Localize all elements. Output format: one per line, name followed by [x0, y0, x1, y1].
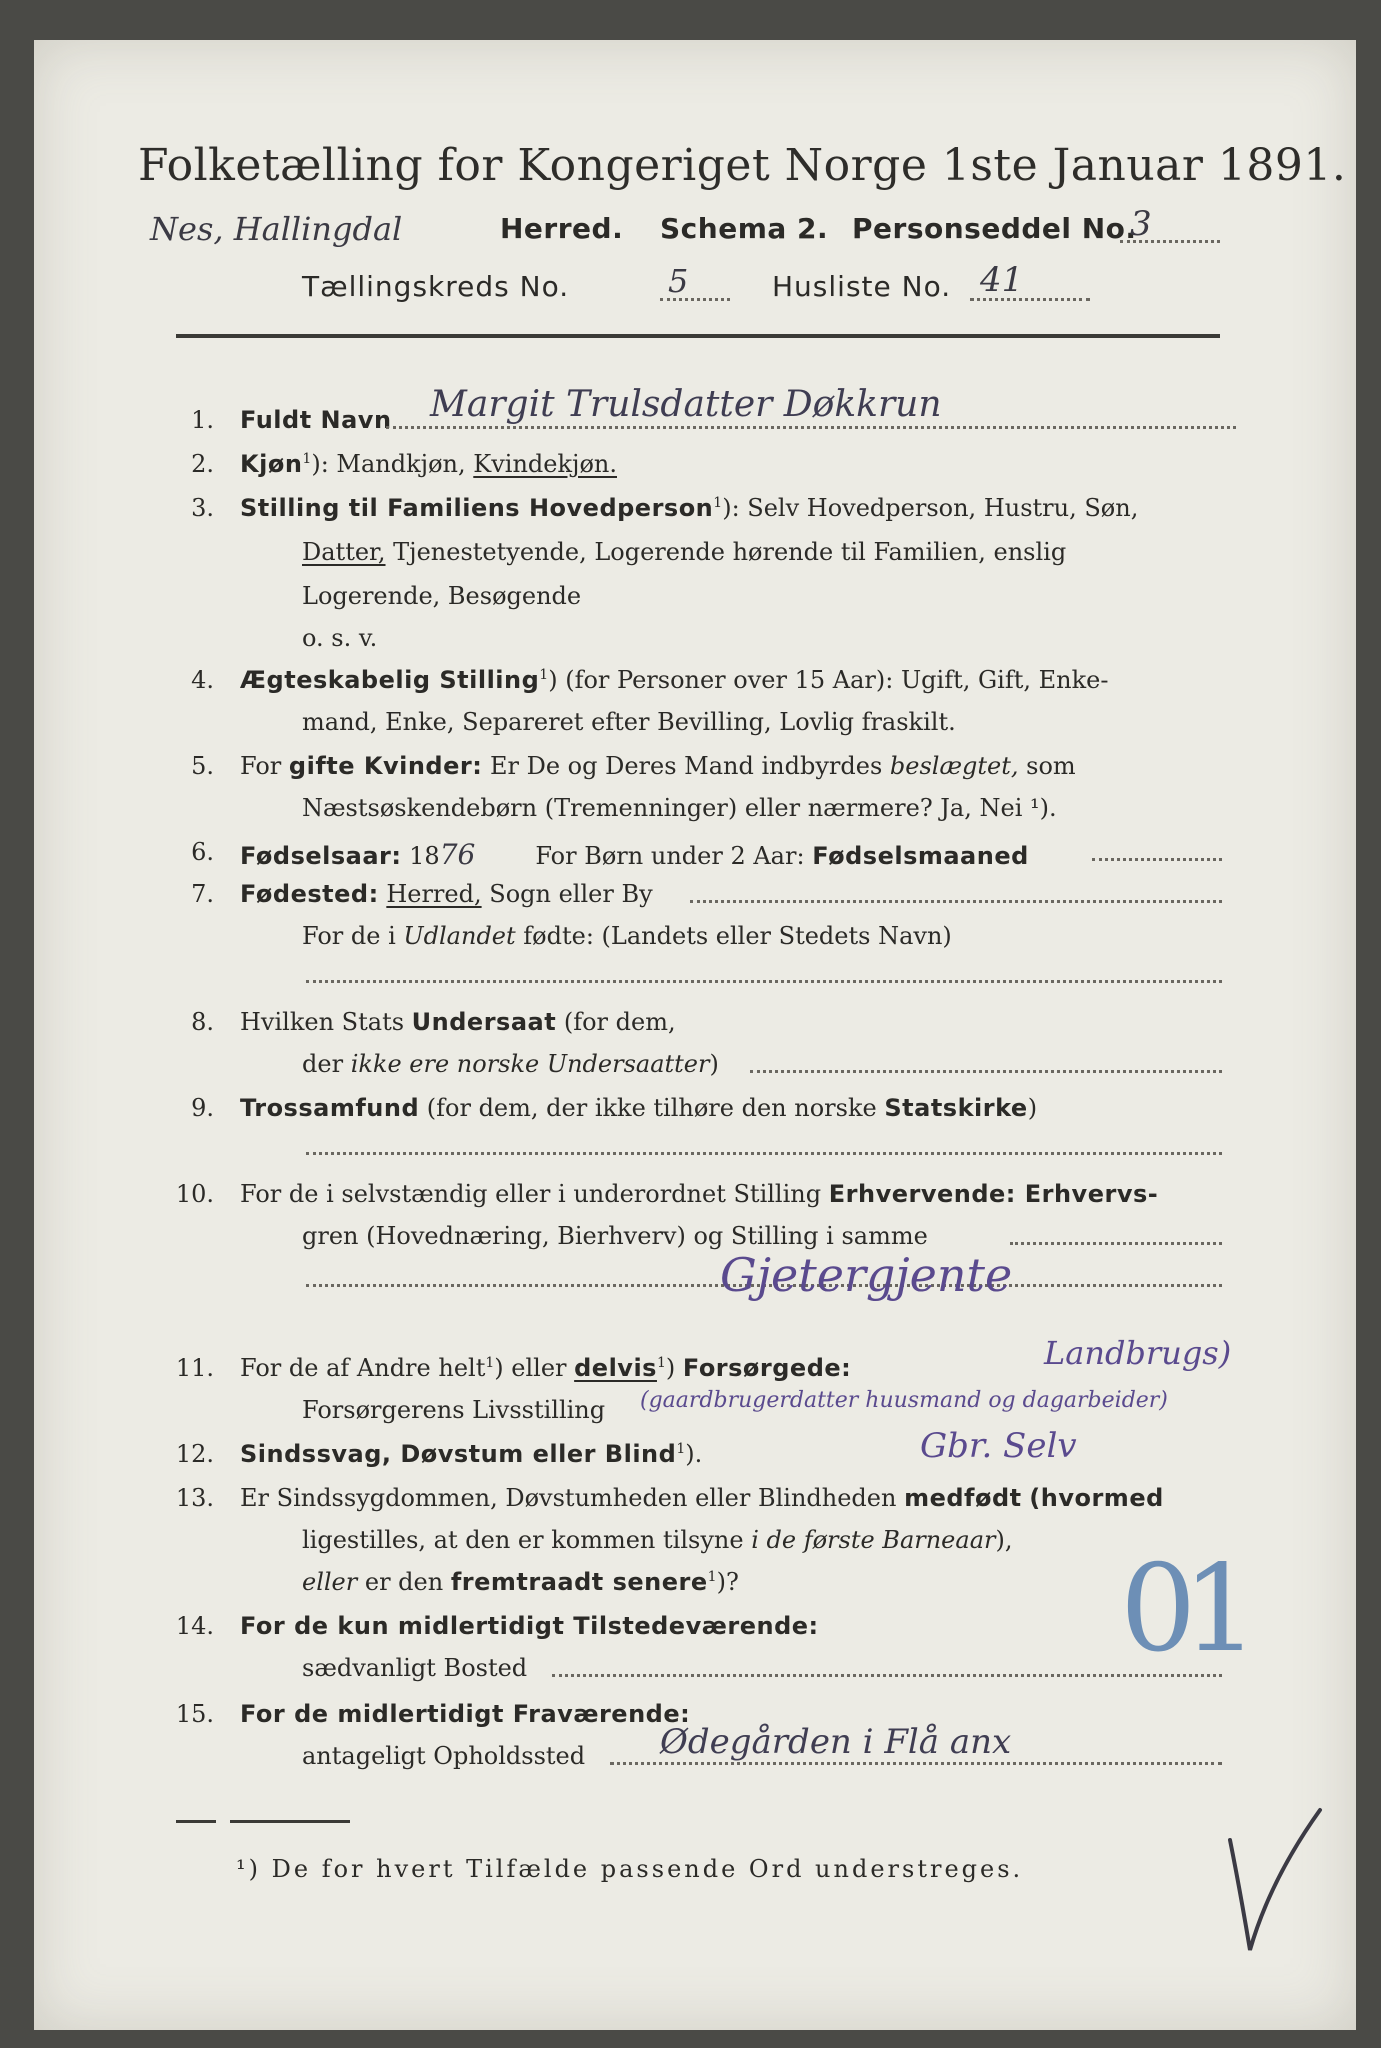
field-10-value: Gjetergjente	[720, 1248, 1013, 1302]
field-4-number: 4.	[191, 666, 214, 694]
field-6-line: Fødselsaar: 1876 For Børn under 2 Aar: Fødselsmaaned	[240, 838, 1029, 871]
field-5-line2: Næstsøskendebørn (Tremenninger) eller nærmere? Ja, Nei ¹).	[302, 794, 1057, 822]
field-11-value-1: Landbrugs)	[1044, 1334, 1232, 1372]
field-15-line2: antageligt Opholdssted	[302, 1742, 586, 1770]
form-title: Folketælling for Kongeriget Norge 1ste Januar 1891.	[138, 140, 1347, 191]
field-8-line2: der ikke ere norske Undersaatter)	[302, 1050, 719, 1078]
field-8-line1: Hvilken Stats Undersaat (for dem,	[240, 1008, 676, 1036]
personseddel-value: 3	[1130, 204, 1152, 244]
krets-dotline	[660, 298, 730, 301]
field-14-line2: sædvanligt Bosted	[302, 1654, 528, 1682]
field-10-line1: For de i selvstændig eller i underordnet Stilling Erhvervende: Erhvervs-	[240, 1180, 1159, 1208]
field-15-dotline	[610, 1762, 1222, 1765]
field-7-dotline-2	[306, 980, 1222, 983]
field-10-line2: gren (Hovednæring, Bierhverv) og Stilling i samme	[302, 1222, 928, 1250]
header-rule	[176, 334, 1220, 338]
field-15-number: 15.	[175, 1700, 214, 1728]
field-14-mark: 01	[1120, 1540, 1245, 1679]
field-10-number: 10.	[175, 1180, 214, 1208]
footnote-rule-2	[230, 1820, 350, 1823]
field-11-line2: Forsørgerens Livsstilling	[302, 1396, 606, 1424]
field-7-number: 7.	[191, 880, 214, 908]
husliste-value: 41	[980, 260, 1024, 300]
krets-value: 5	[668, 262, 689, 300]
field-5-number: 5.	[191, 752, 214, 780]
field-3-line1: Stilling til Familiens Hovedperson$^1$): Selv Hovedperson, Hustru, Søn,	[240, 494, 1139, 522]
field-1-label: Fuldt Navn	[240, 406, 392, 434]
field-3-number: 3.	[191, 494, 214, 522]
field-11-line1: For de af Andre helt$^1$) eller delvis$^1$) Forsørgede:	[240, 1354, 852, 1382]
field-15-label: For de midlertidigt Fraværende:	[240, 1700, 691, 1728]
field-1-dotline	[386, 426, 1236, 429]
field-12-line: Sindssvag, Døvstum eller Blind$^1$).	[240, 1440, 703, 1468]
footnote-rule-1	[176, 1820, 216, 1823]
personseddel-label: Personseddel No.	[852, 212, 1137, 245]
footnote: ¹) De for hvert Tilfælde passende Ord understreges.	[236, 1855, 1024, 1883]
field-1-value: Margit Trulsdatter Døkkrun	[430, 384, 942, 425]
field-11-value-2: (gaardbrugerdatter huusmand og dagarbeider)	[640, 1388, 1168, 1413]
field-12-number: 12.	[175, 1440, 214, 1468]
field-1-number: 1.	[191, 406, 214, 434]
field-15-value: Ødegården i Flå anx	[660, 1722, 1012, 1762]
field-9-dotline	[306, 1152, 1222, 1155]
field-6-number: 6.	[191, 838, 214, 866]
herred-value: Nes, Hallingdal	[150, 210, 403, 248]
field-13-line3: eller er den fremtraadt senere$^1$)?	[302, 1568, 739, 1596]
schema-label: Schema 2.	[660, 212, 829, 245]
field-4-line2: mand, Enke, Separeret efter Bevilling, Lovlig fraskilt.	[302, 708, 956, 736]
field-12-value: Gbr. Selv	[920, 1426, 1077, 1466]
field-2-text: Kjøn$^1$): Mandkjøn, Kvindekjøn.	[240, 450, 617, 478]
krets-label: Tællingskreds No.	[302, 270, 570, 303]
field-9-line1: Trossamfund (for dem, der ikke tilhøre den norske Statskirke)	[240, 1094, 1038, 1122]
field-14-label: For de kun midlertidigt Tilstedeværende:	[240, 1612, 819, 1640]
field-5-line1: For gifte Kvinder: Er De og Deres Mand indbyrdes beslægtet, som	[240, 752, 1076, 780]
herred-label: Herred.	[500, 212, 624, 245]
field-3-line2: Datter, Tjenestetyende, Logerende hørende til Familien, enslig	[302, 538, 1067, 566]
field-13-number: 13.	[175, 1484, 214, 1512]
field-11-number: 11.	[175, 1354, 214, 1382]
field-2-number: 2.	[191, 450, 214, 478]
personseddel-dotline	[1120, 240, 1220, 243]
field-8-number: 8.	[191, 1008, 214, 1036]
field-13-line1: Er Sindssygdommen, Døvstumheden eller Blindheden medfødt (hvormed	[240, 1484, 1164, 1512]
field-4-line1: Ægteskabelig Stilling$^1$) (for Personer over 15 Aar): Ugift, Gift, Enke-	[240, 666, 1109, 694]
field-13-line2: ligestilles, at den er kommen tilsyne i de første Barneaar),	[302, 1526, 1013, 1554]
field-10-dotline	[1010, 1242, 1222, 1245]
field-7-dotline	[690, 900, 1222, 903]
field-7-line2: For de i Udlandet fødte: (Landets eller Stedets Navn)	[302, 922, 952, 950]
husliste-label: Husliste No.	[772, 270, 952, 303]
field-9-number: 9.	[191, 1094, 214, 1122]
field-14-number: 14.	[175, 1612, 214, 1640]
husliste-dotline	[970, 298, 1090, 301]
field-3-line4: o. s. v.	[302, 624, 378, 652]
field-6-dotline	[1092, 858, 1222, 861]
field-3-line3: Logerende, Besøgende	[302, 582, 582, 610]
handwritten-tick-mark	[1220, 1800, 1340, 1960]
field-8-dotline	[750, 1070, 1222, 1073]
field-7-line1: Fødested: Herred, Sogn eller By	[240, 880, 653, 908]
